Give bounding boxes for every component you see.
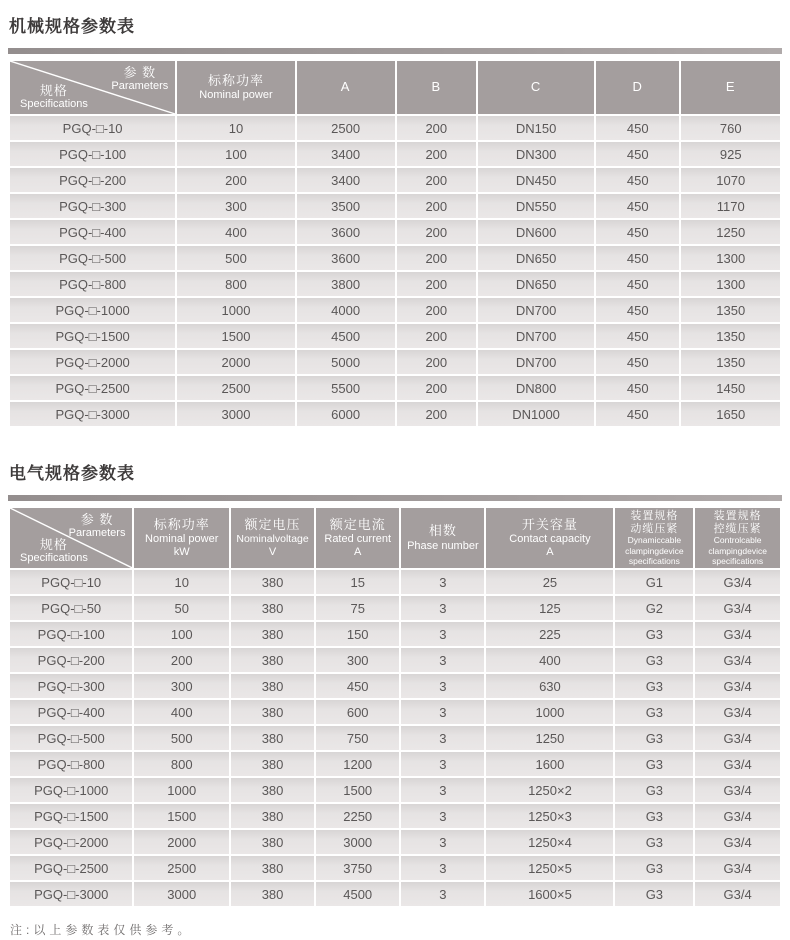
table-row xyxy=(10,194,780,218)
value-cell: 5500 xyxy=(297,376,395,400)
table-row xyxy=(10,246,780,270)
value-cell: 300 xyxy=(134,674,229,698)
table-row xyxy=(10,142,780,166)
value-cell: 3 xyxy=(401,856,484,880)
value-cell: 200 xyxy=(397,376,477,400)
value-cell: G3/4 xyxy=(695,596,780,620)
value-cell: 1500 xyxy=(316,778,399,802)
model-cell: PGQ-□-800 xyxy=(10,752,132,776)
value-cell: G3 xyxy=(615,830,693,854)
value-cell: 3400 xyxy=(297,142,395,166)
mechanical-table-title: 机械规格参数表 xyxy=(9,17,135,36)
table-row xyxy=(10,674,780,698)
value-cell: 200 xyxy=(397,350,477,374)
value-cell: 5000 xyxy=(297,350,395,374)
value-cell: 450 xyxy=(596,116,679,140)
value-cell: 3 xyxy=(401,570,484,594)
value-cell: 25 xyxy=(486,570,613,594)
accent-bar xyxy=(8,48,782,54)
value-cell: 450 xyxy=(596,272,679,296)
model-cell: PGQ-□-200 xyxy=(10,168,175,192)
value-cell: 450 xyxy=(596,324,679,348)
model-cell: PGQ-□-300 xyxy=(10,194,175,218)
value-cell: 1350 xyxy=(681,298,780,322)
table-row xyxy=(10,376,780,400)
value-cell: DN1000 xyxy=(478,402,594,426)
table-row xyxy=(10,882,780,906)
value-cell: 3000 xyxy=(316,830,399,854)
value-cell: 4000 xyxy=(297,298,395,322)
model-cell: PGQ-□-500 xyxy=(10,726,132,750)
value-cell: 380 xyxy=(231,648,314,672)
model-cell: PGQ-□-300 xyxy=(10,674,132,698)
value-cell: 1500 xyxy=(177,324,294,348)
value-cell: 200 xyxy=(397,142,477,166)
col-header-control-cable-clamping: 装置规格 控缆压紧 Controlcable clampingdevice specifications xyxy=(695,508,780,568)
col-header-b: B xyxy=(397,61,477,114)
value-cell: 3600 xyxy=(297,246,395,270)
value-cell: G3 xyxy=(615,726,693,750)
value-cell: G2 xyxy=(615,596,693,620)
model-cell: PGQ-□-10 xyxy=(10,116,175,140)
value-cell: 3 xyxy=(401,700,484,724)
col-header-nominal-voltage: 额定电压 Nominalvoltage V xyxy=(231,508,314,568)
value-cell: 3500 xyxy=(297,194,395,218)
value-cell: G3/4 xyxy=(695,622,780,646)
value-cell: G3 xyxy=(615,674,693,698)
value-cell: 200 xyxy=(397,194,477,218)
model-cell: PGQ-□-100 xyxy=(10,622,132,646)
value-cell: 450 xyxy=(596,220,679,244)
value-cell: G3 xyxy=(615,882,693,906)
value-cell: 1350 xyxy=(681,350,780,374)
value-cell: G3/4 xyxy=(695,648,780,672)
accent-bar xyxy=(8,495,782,501)
value-cell: 10 xyxy=(177,116,294,140)
value-cell: 1300 xyxy=(681,272,780,296)
value-cell: G3/4 xyxy=(695,778,780,802)
model-cell: PGQ-□-3000 xyxy=(10,882,132,906)
corner-cell xyxy=(10,508,132,568)
value-cell: G3/4 xyxy=(695,700,780,724)
value-cell: 2000 xyxy=(134,830,229,854)
value-cell: DN700 xyxy=(478,350,594,374)
value-cell: 200 xyxy=(397,324,477,348)
table-row xyxy=(10,856,780,880)
value-cell: 380 xyxy=(231,804,314,828)
value-cell: 800 xyxy=(134,752,229,776)
value-cell: 50 xyxy=(134,596,229,620)
value-cell: 380 xyxy=(231,622,314,646)
value-cell: DN800 xyxy=(478,376,594,400)
table-row xyxy=(10,298,780,322)
value-cell: 3 xyxy=(401,882,484,906)
value-cell: 3 xyxy=(401,648,484,672)
value-cell: 380 xyxy=(231,778,314,802)
value-cell: 750 xyxy=(316,726,399,750)
table-row xyxy=(10,350,780,374)
value-cell: 3 xyxy=(401,674,484,698)
table-row xyxy=(10,622,780,646)
value-cell: G3/4 xyxy=(695,856,780,880)
table-header xyxy=(10,61,780,114)
value-cell: 3 xyxy=(401,804,484,828)
value-cell: 200 xyxy=(397,272,477,296)
value-cell: 450 xyxy=(316,674,399,698)
table-row xyxy=(10,596,780,620)
value-cell: DN700 xyxy=(478,324,594,348)
value-cell: 800 xyxy=(177,272,294,296)
value-cell: 2250 xyxy=(316,804,399,828)
value-cell: 1250 xyxy=(681,220,780,244)
col-header-c: C xyxy=(478,61,594,114)
value-cell: 1250×4 xyxy=(486,830,613,854)
value-cell: G3/4 xyxy=(695,882,780,906)
col-header-dynamic-cable-clamping: 装置规格 动缆压紧 Dynamiccable clampingdevice specifications xyxy=(615,508,693,568)
value-cell: 200 xyxy=(397,220,477,244)
model-cell: PGQ-□-1500 xyxy=(10,324,175,348)
value-cell: 400 xyxy=(486,648,613,672)
table-row xyxy=(10,324,780,348)
value-cell: 1200 xyxy=(316,752,399,776)
value-cell: G3 xyxy=(615,856,693,880)
value-cell: G3 xyxy=(615,700,693,724)
corner-specifications-label: 规格 Specifications xyxy=(20,82,88,110)
value-cell: 2500 xyxy=(297,116,395,140)
value-cell: DN450 xyxy=(478,168,594,192)
value-cell: 4500 xyxy=(297,324,395,348)
value-cell: 380 xyxy=(231,726,314,750)
value-cell: G3 xyxy=(615,648,693,672)
value-cell: 500 xyxy=(134,726,229,750)
table-row xyxy=(10,804,780,828)
value-cell: 225 xyxy=(486,622,613,646)
value-cell: 450 xyxy=(596,402,679,426)
value-cell: DN650 xyxy=(478,272,594,296)
model-cell: PGQ-□-400 xyxy=(10,700,132,724)
value-cell: 300 xyxy=(316,648,399,672)
value-cell: 1650 xyxy=(681,402,780,426)
value-cell: 3000 xyxy=(134,882,229,906)
value-cell: 450 xyxy=(596,246,679,270)
value-cell: DN650 xyxy=(478,246,594,270)
value-cell: 3750 xyxy=(316,856,399,880)
value-cell: G3 xyxy=(615,804,693,828)
value-cell: DN600 xyxy=(478,220,594,244)
model-cell: PGQ-□-200 xyxy=(10,648,132,672)
value-cell: 15 xyxy=(316,570,399,594)
model-cell: PGQ-□-2500 xyxy=(10,856,132,880)
value-cell: 200 xyxy=(397,246,477,270)
model-cell: PGQ-□-1000 xyxy=(10,778,132,802)
col-header-e: E xyxy=(681,61,780,114)
value-cell: 6000 xyxy=(297,402,395,426)
value-cell: 400 xyxy=(177,220,294,244)
value-cell: 2500 xyxy=(134,856,229,880)
model-cell: PGQ-□-800 xyxy=(10,272,175,296)
value-cell: 400 xyxy=(134,700,229,724)
value-cell: G3 xyxy=(615,622,693,646)
value-cell: 450 xyxy=(596,376,679,400)
value-cell: 1250×3 xyxy=(486,804,613,828)
value-cell: 1000 xyxy=(177,298,294,322)
value-cell: 1170 xyxy=(681,194,780,218)
table-row xyxy=(10,116,780,140)
value-cell: 200 xyxy=(397,298,477,322)
value-cell: 125 xyxy=(486,596,613,620)
model-cell: PGQ-□-1500 xyxy=(10,804,132,828)
col-header-a: A xyxy=(297,61,395,114)
col-header-phase-number: 相数 Phase number xyxy=(401,508,484,568)
value-cell: 200 xyxy=(397,168,477,192)
table-row xyxy=(10,700,780,724)
value-cell: 380 xyxy=(231,752,314,776)
value-cell: 1350 xyxy=(681,324,780,348)
col-header-contact-capacity: 开关容量 Contact capacity A xyxy=(486,508,613,568)
value-cell: 75 xyxy=(316,596,399,620)
value-cell: G3/4 xyxy=(695,804,780,828)
value-cell: 200 xyxy=(177,168,294,192)
table-row xyxy=(10,726,780,750)
col-header-rated-current: 额定电流 Rated current A xyxy=(316,508,399,568)
value-cell: 100 xyxy=(134,622,229,646)
value-cell: 1070 xyxy=(681,168,780,192)
value-cell: 150 xyxy=(316,622,399,646)
value-cell: 380 xyxy=(231,674,314,698)
value-cell: DN300 xyxy=(478,142,594,166)
value-cell: 760 xyxy=(681,116,780,140)
value-cell: 380 xyxy=(231,700,314,724)
value-cell: 450 xyxy=(596,298,679,322)
value-cell: 3 xyxy=(401,622,484,646)
corner-parameters-label: 参 数 Parameters xyxy=(111,65,169,93)
value-cell: 100 xyxy=(177,142,294,166)
value-cell: G3/4 xyxy=(695,726,780,750)
value-cell: 3 xyxy=(401,830,484,854)
value-cell: 1600×5 xyxy=(486,882,613,906)
value-cell: 380 xyxy=(231,596,314,620)
electrical-table-title: 电气规格参数表 xyxy=(9,464,135,483)
value-cell: 1250×2 xyxy=(486,778,613,802)
col-header-nominal-power: 标称功率 Nominal power xyxy=(177,61,294,114)
value-cell: 2000 xyxy=(177,350,294,374)
value-cell: 630 xyxy=(486,674,613,698)
model-cell: PGQ-□-1000 xyxy=(10,298,175,322)
value-cell: 500 xyxy=(177,246,294,270)
value-cell: G3/4 xyxy=(695,752,780,776)
table-header-row xyxy=(10,61,780,114)
corner-cell xyxy=(10,61,175,114)
value-cell: 380 xyxy=(231,570,314,594)
value-cell: 380 xyxy=(231,830,314,854)
value-cell: 4500 xyxy=(316,882,399,906)
model-cell: PGQ-□-10 xyxy=(10,570,132,594)
value-cell: 1250×5 xyxy=(486,856,613,880)
model-cell: PGQ-□-500 xyxy=(10,246,175,270)
value-cell: 3 xyxy=(401,726,484,750)
value-cell: 1000 xyxy=(486,700,613,724)
model-cell: PGQ-□-400 xyxy=(10,220,175,244)
value-cell: G3 xyxy=(615,778,693,802)
value-cell: 925 xyxy=(681,142,780,166)
value-cell: G1 xyxy=(615,570,693,594)
value-cell: 600 xyxy=(316,700,399,724)
model-cell: PGQ-□-50 xyxy=(10,596,132,620)
value-cell: 1500 xyxy=(134,804,229,828)
value-cell: 1300 xyxy=(681,246,780,270)
value-cell: 3600 xyxy=(297,220,395,244)
value-cell: 450 xyxy=(596,350,679,374)
value-cell: G3 xyxy=(615,752,693,776)
value-cell: 3800 xyxy=(297,272,395,296)
electrical-spec-table xyxy=(8,506,782,908)
model-cell: PGQ-□-3000 xyxy=(10,402,175,426)
model-cell: PGQ-□-2000 xyxy=(10,350,175,374)
table-row xyxy=(10,220,780,244)
value-cell: 200 xyxy=(397,116,477,140)
value-cell: 10 xyxy=(134,570,229,594)
value-cell: 200 xyxy=(134,648,229,672)
table-row xyxy=(10,402,780,426)
value-cell: 1600 xyxy=(486,752,613,776)
value-cell: 380 xyxy=(231,882,314,906)
value-cell: 1250 xyxy=(486,726,613,750)
value-cell: 3400 xyxy=(297,168,395,192)
corner-specifications-label: 规格 Specifications xyxy=(20,536,88,564)
table-header-row xyxy=(10,508,780,568)
model-cell: PGQ-□-2000 xyxy=(10,830,132,854)
value-cell: G3/4 xyxy=(695,570,780,594)
mechanical-spec-table xyxy=(8,59,782,428)
table-row xyxy=(10,168,780,192)
table-body xyxy=(10,570,780,906)
value-cell: 3000 xyxy=(177,402,294,426)
reference-note: 注:以上参数表仅供参考。 xyxy=(10,923,194,937)
table-row xyxy=(10,830,780,854)
table-header xyxy=(10,508,780,568)
table-row xyxy=(10,570,780,594)
value-cell: 450 xyxy=(596,194,679,218)
table-row xyxy=(10,752,780,776)
table-row xyxy=(10,648,780,672)
value-cell: 3 xyxy=(401,778,484,802)
value-cell: G3/4 xyxy=(695,674,780,698)
value-cell: 300 xyxy=(177,194,294,218)
table-body xyxy=(10,116,780,426)
value-cell: DN150 xyxy=(478,116,594,140)
table-row xyxy=(10,778,780,802)
value-cell: 450 xyxy=(596,142,679,166)
value-cell: 1000 xyxy=(134,778,229,802)
model-cell: PGQ-□-2500 xyxy=(10,376,175,400)
value-cell: 2500 xyxy=(177,376,294,400)
value-cell: DN550 xyxy=(478,194,594,218)
value-cell: 450 xyxy=(596,168,679,192)
table-row xyxy=(10,272,780,296)
value-cell: 1450 xyxy=(681,376,780,400)
value-cell: 380 xyxy=(231,856,314,880)
value-cell: 200 xyxy=(397,402,477,426)
col-header-d: D xyxy=(596,61,679,114)
model-cell: PGQ-□-100 xyxy=(10,142,175,166)
value-cell: 3 xyxy=(401,596,484,620)
value-cell: 3 xyxy=(401,752,484,776)
value-cell: G3/4 xyxy=(695,830,780,854)
value-cell: DN700 xyxy=(478,298,594,322)
corner-parameters-label: 参 数 Parameters xyxy=(68,512,126,540)
col-header-nominal-power: 标称功率 Nominal power kW xyxy=(134,508,229,568)
